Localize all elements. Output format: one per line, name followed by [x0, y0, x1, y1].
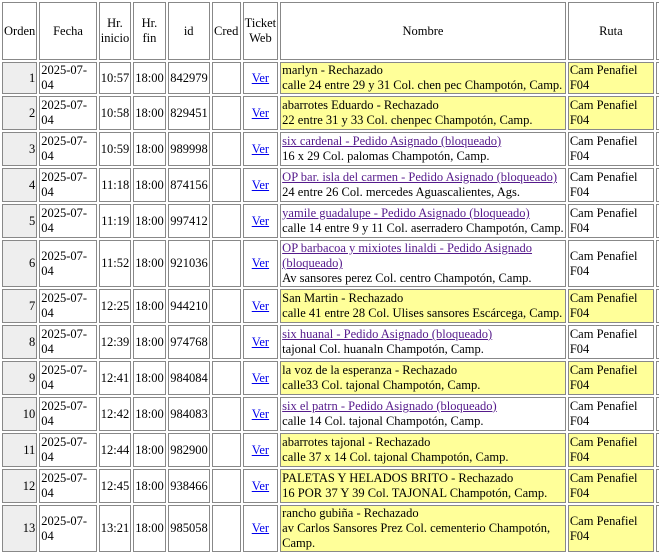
cred-cell [212, 505, 241, 552]
client-address: calle 14 Col. tajonal Champotón, Camp. [282, 414, 484, 428]
cred-cell [212, 469, 241, 503]
nombre-cell [280, 325, 566, 359]
header-hr-fin: Hr. fin [133, 2, 165, 60]
client-address: av Carlos Sansores Prez Col. cementerio Champotón, Camp. [282, 521, 551, 550]
id-cell: 874156 [168, 168, 210, 202]
orden-cell: 6 [2, 240, 37, 287]
overflow-cell [656, 132, 659, 166]
overflow-cell [656, 325, 659, 359]
nombre-cell [280, 469, 566, 503]
hr-inicio-cell: 13:21 [99, 505, 131, 552]
header-cred: Cred [212, 2, 241, 60]
overflow-cell [656, 469, 659, 503]
ver-ticket-link[interactable]: Ver [251, 370, 270, 385]
ticket-web-cell [243, 132, 279, 166]
ver-ticket-link[interactable]: Ver [251, 406, 270, 421]
ticket-web-cell [243, 433, 279, 467]
hr-fin-cell: 18:00 [133, 168, 165, 202]
nombre-cell [280, 204, 566, 238]
nombre-cell [280, 240, 566, 287]
id-cell: 921036 [168, 240, 210, 287]
ruta-cell: Cam Penafiel F04 [568, 469, 654, 503]
ver-ticket-link[interactable]: Ver [251, 298, 270, 313]
ticket-web-cell [243, 505, 279, 552]
id-cell: 989998 [168, 132, 210, 166]
orden-cell: 9 [2, 361, 37, 395]
id-cell: 982900 [168, 433, 210, 467]
hr-fin-cell: 18:00 [133, 433, 165, 467]
fecha-cell: 2025-07- 04 [39, 397, 96, 431]
hr-inicio-cell: 12:42 [99, 397, 131, 431]
cred-cell [212, 240, 241, 287]
fecha-cell: 2025-07- 04 [39, 289, 96, 323]
client-name: la voz de la esperanza - Rechazado [282, 363, 458, 377]
fecha-cell: 2025-07- 04 [39, 325, 96, 359]
hr-fin-cell: 18:00 [133, 505, 165, 552]
orden-cell: 7 [2, 289, 37, 323]
cred-cell [212, 433, 241, 467]
ticket-web-cell [243, 168, 279, 202]
hr-fin-cell: 18:00 [133, 361, 165, 395]
overflow-cell [656, 361, 659, 395]
hr-inicio-cell: 11:52 [99, 240, 131, 287]
cred-cell [212, 289, 241, 323]
client-name: San Martin - Rechazado [282, 291, 404, 305]
orden-cell: 1 [2, 62, 37, 94]
client-name: rancho gubiña - Rechazado [282, 506, 419, 520]
table-row [2, 289, 659, 323]
table-row [2, 433, 659, 467]
ver-ticket-link[interactable]: Ver [251, 213, 270, 228]
header-overflow [656, 2, 659, 60]
hr-inicio-cell: 11:18 [99, 168, 131, 202]
ticket-web-cell [243, 361, 279, 395]
hr-fin-cell: 18:00 [133, 204, 165, 238]
client-address: Av sansores perez Col. centro Champotón, Camp. [282, 271, 532, 285]
overflow-cell [656, 289, 659, 323]
client-address: 22 entre 31 y 33 Col. chenpec Champotón, Camp. [282, 113, 533, 127]
ver-ticket-link[interactable]: Ver [251, 256, 270, 270]
hr-inicio-cell: 11:19 [99, 204, 131, 238]
client-address: calle33 Col. tajonal Champotón, Camp. [282, 378, 481, 392]
client-address: calle 41 entre 28 Col. Ulises sansores Escárcega, Camp. [282, 306, 563, 320]
ticket-web-cell [243, 240, 279, 287]
id-cell: 842979 [168, 62, 210, 94]
header-nombre: Nombre [280, 2, 566, 60]
header-hr-inicio: Hr. inicio [99, 2, 131, 60]
header-row [2, 2, 659, 60]
hr-inicio-cell: 10:59 [99, 132, 131, 166]
orden-cell: 4 [2, 168, 37, 202]
overflow-cell [656, 505, 659, 552]
orden-cell: 8 [2, 325, 37, 359]
fecha-cell: 2025-07- 04 [39, 505, 96, 552]
nombre-cell [280, 289, 566, 323]
nombre-cell [280, 132, 566, 166]
client-name-link[interactable]: OP bar. isla del carmen - Pedido Asignado (bloqueado) [282, 170, 557, 184]
client-name-link[interactable]: OP barbacoa y mixiotes linaldi - Pedido Asignado (bloqueado) [282, 241, 533, 270]
ruta-cell: Cam Penafiel F04 [568, 240, 654, 287]
fecha-cell: 2025-07- 04 [39, 62, 96, 94]
ver-ticket-link[interactable]: Ver [251, 177, 270, 192]
overflow-cell [656, 96, 659, 130]
orden-cell: 5 [2, 204, 37, 238]
table-row [2, 361, 659, 395]
table-row [2, 325, 659, 359]
hr-fin-cell: 18:00 [133, 132, 165, 166]
cred-cell [212, 168, 241, 202]
ruta-cell: Cam Penafiel F04 [568, 132, 654, 166]
ver-ticket-link[interactable]: Ver [251, 334, 270, 349]
ver-ticket-link[interactable]: Ver [251, 442, 270, 457]
table-row [2, 168, 659, 202]
hr-inicio-cell: 12:41 [99, 361, 131, 395]
client-name-link[interactable]: six el patrn - Pedido Asignado (bloqueado) [282, 399, 497, 413]
cred-cell [212, 204, 241, 238]
hr-fin-cell: 18:00 [133, 289, 165, 323]
hr-inicio-cell: 10:57 [99, 62, 131, 94]
ruta-cell: Cam Penafiel F04 [568, 361, 654, 395]
ruta-cell: Cam Penafiel F04 [568, 96, 654, 130]
nombre-cell [280, 433, 566, 467]
ver-ticket-link[interactable]: Ver [251, 70, 270, 85]
overflow-cell [656, 204, 659, 238]
table-row [2, 62, 659, 94]
id-cell: 974768 [168, 325, 210, 359]
hr-inicio-cell: 12:45 [99, 469, 131, 503]
table-row [2, 469, 659, 503]
fecha-cell: 2025-07- 04 [39, 96, 96, 130]
nombre-cell [280, 96, 566, 130]
table-row [2, 96, 659, 130]
hr-fin-cell: 18:00 [133, 240, 165, 287]
table-row [2, 505, 659, 552]
ruta-cell: Cam Penafiel F04 [568, 62, 654, 94]
hr-inicio-cell: 12:44 [99, 433, 131, 467]
hr-fin-cell: 18:00 [133, 325, 165, 359]
fecha-cell: 2025-07- 04 [39, 168, 96, 202]
client-name: abarrotes Eduardo - Rechazado [282, 98, 439, 112]
hr-fin-cell: 18:00 [133, 397, 165, 431]
hr-inicio-cell: 10:58 [99, 96, 131, 130]
ticket-web-cell [243, 96, 279, 130]
ticket-web-cell [243, 289, 279, 323]
client-name: PALETAS Y HELADOS BRITO - Rechazado [282, 471, 514, 485]
client-address: tajonal Col. huanaln Champotón, Camp. [282, 342, 484, 356]
orden-cell: 13 [2, 505, 37, 552]
client-address: calle 14 entre 9 y 11 Col. aserradero Champotón, Camp. [282, 221, 564, 235]
id-cell: 944210 [168, 289, 210, 323]
orden-cell: 2 [2, 96, 37, 130]
table-row [2, 397, 659, 431]
fecha-cell: 2025-07- 04 [39, 240, 96, 287]
id-cell: 997412 [168, 204, 210, 238]
overflow-cell [656, 168, 659, 202]
cred-cell [212, 325, 241, 359]
table-row [2, 132, 659, 166]
id-cell: 829451 [168, 96, 210, 130]
table-row [2, 240, 659, 287]
cred-cell [212, 361, 241, 395]
client-name: abarrotes tajonal - Rechazado [282, 435, 431, 449]
hr-fin-cell: 18:00 [133, 96, 165, 130]
hr-inicio-cell: 12:39 [99, 325, 131, 359]
ruta-cell: Cam Penafiel F04 [568, 505, 654, 552]
header-ruta: Ruta [568, 2, 654, 60]
client-address: calle 24 entre 29 y 31 Col. chen pec Champotón, Camp. [282, 78, 563, 92]
overflow-cell [656, 62, 659, 94]
table-row [2, 204, 659, 238]
id-cell: 985058 [168, 505, 210, 552]
ruta-cell: Cam Penafiel F04 [568, 168, 654, 202]
client-address: 16 x 29 Col. palomas Champotón, Camp. [282, 149, 490, 163]
fecha-cell: 2025-07- 04 [39, 469, 96, 503]
cred-cell [212, 397, 241, 431]
ruta-cell: Cam Penafiel F04 [568, 397, 654, 431]
fecha-cell: 2025-07- 04 [39, 204, 96, 238]
orden-cell: 11 [2, 433, 37, 467]
nombre-cell [280, 62, 566, 94]
hr-fin-cell: 18:00 [133, 62, 165, 94]
client-name-link[interactable]: yamile guadalupe - Pedido Asignado (bloqueado) [282, 206, 530, 220]
ver-ticket-link[interactable]: Ver [251, 478, 270, 493]
client-name-link[interactable]: six huanal - Pedido Asignado (bloqueado) [282, 327, 493, 341]
ruta-cell: Cam Penafiel F04 [568, 433, 654, 467]
ver-ticket-link[interactable]: Ver [251, 141, 270, 156]
overflow-cell [656, 397, 659, 431]
ticket-web-cell [243, 204, 279, 238]
nombre-cell [280, 505, 566, 552]
ruta-cell: Cam Penafiel F04 [568, 325, 654, 359]
ticket-web-cell [243, 62, 279, 94]
id-cell: 984083 [168, 397, 210, 431]
fecha-cell: 2025-07- 04 [39, 433, 96, 467]
overflow-cell [656, 240, 659, 287]
overflow-cell [656, 433, 659, 467]
id-cell: 984084 [168, 361, 210, 395]
cred-cell [212, 62, 241, 94]
header-orden: Orden [2, 2, 37, 60]
client-address: calle 37 x 14 Col. tajonal Champotón, Camp. [282, 450, 509, 464]
ticket-web-cell [243, 469, 279, 503]
client-name: marlyn - Rechazado [282, 63, 383, 77]
ver-ticket-link[interactable]: Ver [251, 521, 270, 535]
header-fecha: Fecha [39, 2, 96, 60]
cred-cell [212, 132, 241, 166]
hr-fin-cell: 18:00 [133, 469, 165, 503]
orden-cell: 12 [2, 469, 37, 503]
id-cell: 938466 [168, 469, 210, 503]
orden-cell: 3 [2, 132, 37, 166]
nombre-cell [280, 397, 566, 431]
header-id: id [168, 2, 210, 60]
cred-cell [212, 96, 241, 130]
ticket-web-cell [243, 325, 279, 359]
nombre-cell [280, 168, 566, 202]
nombre-cell [280, 361, 566, 395]
ruta-cell: Cam Penafiel F04 [568, 204, 654, 238]
orden-cell: 10 [2, 397, 37, 431]
client-address: 24 entre 26 Col. mercedes Aguascalientes, Ags. [282, 185, 520, 199]
header-ticket-web: Ticket Web [243, 2, 279, 60]
hr-inicio-cell: 12:25 [99, 289, 131, 323]
ruta-cell: Cam Penafiel F04 [568, 289, 654, 323]
client-name-link[interactable]: six cardenal - Pedido Asignado (bloqueado) [282, 134, 502, 148]
fecha-cell: 2025-07- 04 [39, 361, 96, 395]
ver-ticket-link[interactable]: Ver [251, 105, 270, 120]
client-address: 16 POR 37 Y 39 Col. TAJONAL Champotón, Camp. [282, 486, 548, 500]
ticket-web-cell [243, 397, 279, 431]
fecha-cell: 2025-07- 04 [39, 132, 96, 166]
